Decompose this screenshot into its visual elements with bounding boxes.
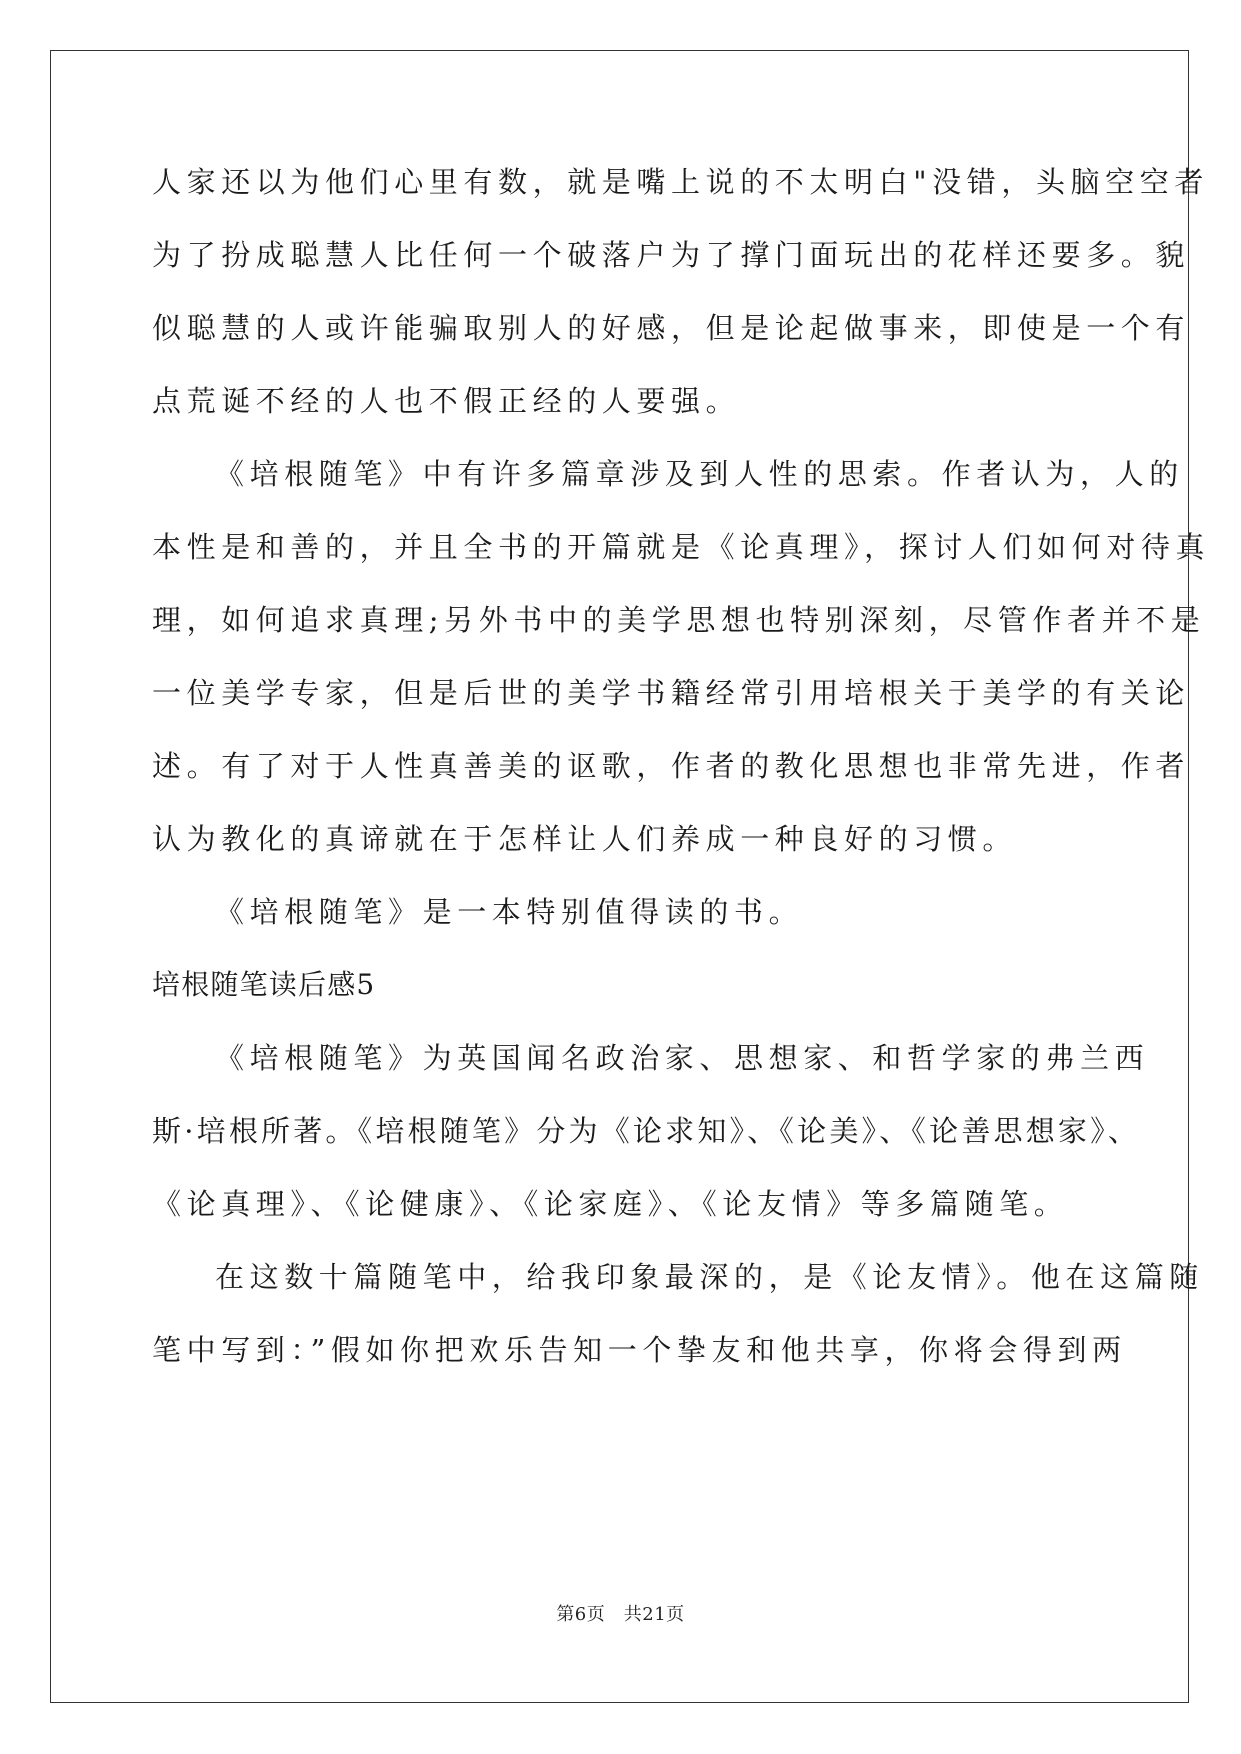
- page-footer: [0, 1600, 1241, 1626]
- paragraph-line: 斯·培根所著。《培根随笔》分为《论求知》、《论美》、《论善思想家》、: [152, 1114, 1141, 1148]
- paragraph-line: 理，如何追求真理;另外书中的美学思想也特别深刻，尽管作者并不是: [152, 603, 1206, 637]
- page-number: 第6页 共21页: [556, 1604, 685, 1625]
- paragraph-line: 在这数十篇随笔中，给我印象最深的，是《论友情》。他在这篇随: [215, 1260, 1204, 1294]
- paragraph-line: 为了扮成聪慧人比任何一个破落户为了撑门面玩出的花样还要多。貌: [152, 238, 1191, 272]
- paragraph-line: 《培根随笔》中有许多篇章涉及到人性的思索。作者认为，人的: [215, 457, 1184, 491]
- paragraph-line: 《培根随笔》为英国闻名政治家、思想家、和哲学家的弗兰西: [215, 1041, 1150, 1075]
- paragraph-line: 点荒诞不经的人也不假正经的人要强。: [152, 384, 741, 418]
- paragraph-line: 认为教化的真谛就在于怎样让人们养成一种良好的习惯。: [152, 822, 1018, 856]
- paragraph-line: 本性是和善的，并且全书的开篇就是《论真理》，探讨人们如何对待真: [152, 530, 1211, 564]
- paragraph-line: 述。有了对于人性真善美的讴歌，作者的教化思想也非常先进，作者: [152, 749, 1191, 783]
- section-heading: 培根随笔读后感5: [152, 968, 376, 1001]
- paragraph-line: 笔中写到：”假如你把欢乐告知一个挚友和他共享，你将会得到两: [152, 1333, 1127, 1367]
- paragraph-line: 人家还以为他们心里有数，就是嘴上说的不太明白"没错，头脑空空者: [152, 165, 1209, 199]
- paragraph-line: 似聪慧的人或许能骗取别人的好感，但是论起做事来，即使是一个有: [152, 311, 1191, 345]
- paragraph-line: 《培根随笔》是一本特别值得读的书。: [215, 895, 804, 929]
- paragraph-line: 一位美学专家，但是后世的美学书籍经常引用培根关于美学的有关论: [152, 676, 1191, 710]
- paragraph-line: 《论真理》、《论健康》、《论家庭》、《论友情》等多篇随笔。: [152, 1187, 1069, 1221]
- page-border: [50, 50, 1189, 1703]
